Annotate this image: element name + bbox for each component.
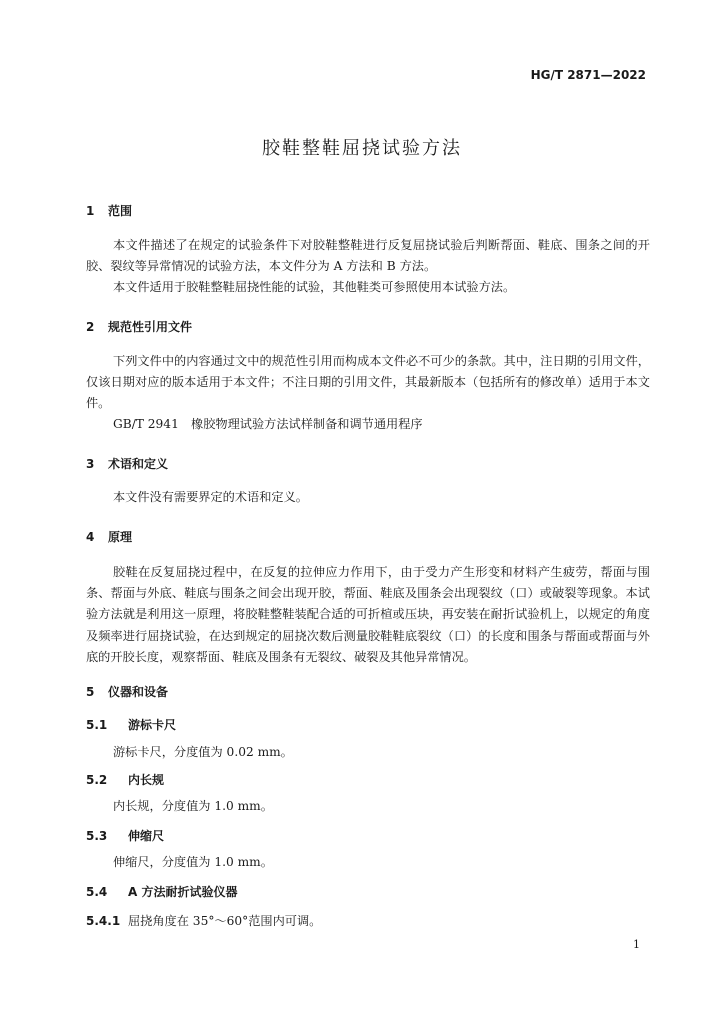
document-title: 胶鞋整鞋屈挠试验方法 (262, 138, 462, 159)
subsection-title: 伸缩尺 (128, 829, 165, 843)
section-1-paragraph-1: 本文件描述了在规定的试验条件下对胶鞋整鞋进行反复屈挠试验后判断帮面、鞋底、围条之间的开胶、裂纹等异常情况的试验方法，本文件分为 A 方法和 B 方法。 (86, 238, 650, 274)
subsection-5-2-text: 内长规，分度值为 1.0 mm。 (113, 799, 273, 813)
section-title: 原理 (108, 530, 133, 544)
subsection-number: 5.3 (86, 829, 108, 843)
subsection-number: 5.4 (86, 885, 108, 899)
subsection-5-4-heading (86, 883, 237, 900)
section-5-heading (86, 683, 168, 700)
subsection-title: 游标卡尺 (128, 718, 177, 732)
section-number: 2 (86, 320, 95, 334)
section-1-heading (86, 202, 132, 219)
clause-5-4-1 (86, 911, 321, 932)
section-title: 范围 (108, 204, 133, 218)
section-title: 仪器和设备 (108, 685, 169, 699)
section-number: 5 (86, 685, 95, 699)
standard-code: HG/T 2871—2022 (530, 68, 646, 82)
subsection-5-3-heading (86, 827, 164, 844)
normative-reference: GB/T 2941 橡胶物理试验方法试样制备和调节通用程序 (113, 417, 423, 431)
subsection-number: 5.1 (86, 718, 108, 732)
clause-number: 5.4.1 (86, 914, 121, 928)
page-number: 1 (633, 938, 640, 951)
section-number: 4 (86, 530, 95, 544)
subsection-5-1-heading (86, 716, 176, 733)
section-3-heading (86, 455, 168, 472)
subsection-title: 内长规 (128, 773, 165, 787)
section-title: 规范性引用文件 (108, 320, 193, 334)
subsection-5-1-text: 游标卡尺，分度值为 0.02 mm。 (113, 745, 293, 759)
section-number: 1 (86, 204, 95, 218)
subsection-title: A 方法耐折试验仪器 (128, 885, 238, 899)
section-3-paragraph: 本文件没有需要界定的术语和定义。 (113, 490, 308, 504)
section-title: 术语和定义 (108, 457, 169, 471)
section-4-paragraph: 胶鞋在反复屈挠过程中，在反复的拉伸应力作用下，由于受力产生形变和材料产生疲劳，帮面与围条、帮面与外底、鞋底与围条之间会出现开胶，帮面、鞋底及围条会出现裂纹（口）或破裂等现象。本试验方法就是利用这一原理，将胶鞋整鞋装配合适的可折楦或压块，再安装在耐折试验机上，以规定的角度及频率进行屈挠试验，在达到规定的屈挠次数后测量胶鞋鞋底裂纹（口）的长度和围条与帮面或帮面与外底的开胶长度，观察帮面、鞋底及围条有无裂纹、破裂及其他异常情况。 (86, 565, 650, 664)
section-2-heading (86, 318, 192, 335)
section-2-paragraph: 下列文件中的内容通过文中的规范性引用而构成本文件必不可少的条款。其中，注日期的引用文件，仅该日期对应的版本适用于本文件；不注日期的引用文件，其最新版本（包括所有的修改单）适用于本文件。 (86, 354, 650, 411)
subsection-5-2-heading (86, 771, 164, 788)
subsection-number: 5.2 (86, 773, 108, 787)
section-4-heading (86, 528, 132, 545)
subsection-5-3-text: 伸缩尺，分度值为 1.0 mm。 (113, 855, 273, 869)
section-number: 3 (86, 457, 95, 471)
section-1-paragraph-2: 本文件适用于胶鞋整鞋屈挠性能的试验，其他鞋类可参照使用本试验方法。 (113, 280, 516, 294)
clause-text: 屈挠角度在 35°～60°范围内可调。 (128, 914, 322, 928)
